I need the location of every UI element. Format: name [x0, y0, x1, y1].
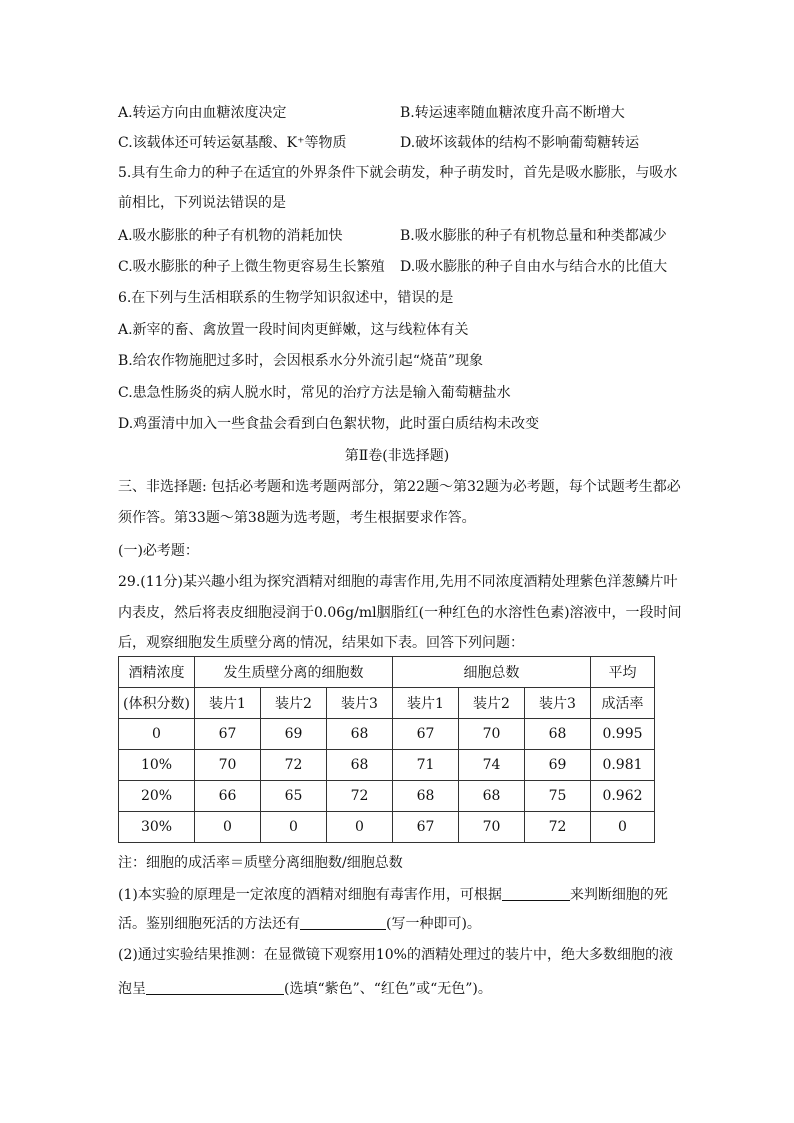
- sub2-text-a: 泡呈: [118, 981, 146, 997]
- table-row: [119, 750, 655, 781]
- section2-title: 第Ⅱ卷(非选择题): [344, 448, 450, 464]
- answer-blank-1[interactable]: [502, 886, 570, 901]
- table-note: 注：细胞的成活率＝质壁分离细胞数/细胞总数: [118, 855, 403, 871]
- table-cell: 0.995: [591, 719, 655, 750]
- header-slide: 装片3: [327, 688, 393, 719]
- q5-option-row-cd: [118, 257, 668, 277]
- sub2-line2: [118, 979, 492, 999]
- q5-stem-line1: 5.具有生命力的种子在适宜的外界条件下就会萌发，种子萌发时，首先是吸水膨胀，与吸水: [118, 165, 678, 181]
- answer-blank-3[interactable]: [146, 980, 284, 995]
- table-cell: 0.981: [591, 750, 655, 781]
- q29-line2: 内表皮，然后将表皮细胞浸润于0.06g/ml胭脂红(一种红色的水溶性色素)溶液中，一段时间: [118, 605, 682, 621]
- table-cell: 72: [525, 812, 591, 843]
- table-cell: 30%: [119, 812, 195, 843]
- sub1-line1: [118, 885, 668, 905]
- table-cell: 71: [393, 750, 459, 781]
- sub1-line2: [118, 914, 481, 934]
- table-cell: 0: [119, 719, 195, 750]
- q4-option-row-ab: [118, 103, 625, 123]
- sub1-text-c: 活。鉴别细胞死活的方法还有: [118, 916, 300, 932]
- table-row: [119, 719, 655, 750]
- results-table: [118, 656, 655, 843]
- q6-option-c: C.患急性肠炎的病人脱水时，常见的治疗方法是输入葡萄糖盐水: [118, 385, 511, 401]
- table-cell: 65: [261, 781, 327, 812]
- q5-stem-line2: 前相比，下列说法错误的是: [118, 195, 286, 211]
- table-cell: 70: [195, 750, 261, 781]
- section3-line1: 三、非选择题: 包括必考题和选考题两部分，第22题～第32题为必考题，每个试题考生都必: [118, 479, 681, 495]
- table-row: [119, 812, 655, 843]
- header-average: 平均: [591, 657, 655, 688]
- table-cell: 0.962: [591, 781, 655, 812]
- table-header-row-1: [119, 657, 655, 688]
- header-total-cells: 细胞总数: [393, 657, 591, 688]
- header-slide: 装片2: [261, 688, 327, 719]
- sub2-line1: (2)通过实验结果推测：在显微镜下观察用10%的酒精处理过的装片中，绝大多数细胞的液: [118, 947, 673, 963]
- sub1-text-b: 来判断细胞的死: [569, 887, 668, 903]
- table-cell: 72: [261, 750, 327, 781]
- answer-blank-2[interactable]: [300, 915, 386, 930]
- header-slide: 装片1: [393, 688, 459, 719]
- table-cell: 0: [327, 812, 393, 843]
- q6-option-a: A.新宰的畜、禽放置一段时间肉更鲜嫩，这与线粒体有关: [118, 322, 469, 338]
- table-cell: 68: [525, 719, 591, 750]
- q4-option-c: C.该载体还可转运氨基酸、K⁺等物质: [118, 135, 347, 151]
- table-header-row-2: [119, 688, 655, 719]
- table-cell: 66: [195, 781, 261, 812]
- table-cell: 72: [327, 781, 393, 812]
- q5-option-a: A.吸水膨胀的种子有机物的消耗加快: [118, 228, 343, 244]
- table-cell: 68: [459, 781, 525, 812]
- table-cell: 0: [591, 812, 655, 843]
- table-cell: 69: [525, 750, 591, 781]
- table-cell: 10%: [119, 750, 195, 781]
- table-cell: 69: [261, 719, 327, 750]
- q4-option-a: A.转运方向由血糖浓度决定: [118, 105, 287, 121]
- q5-option-b: B.吸水膨胀的种子有机物总量和种类都减少: [400, 228, 667, 244]
- sub1-text-d: (写一种即可)。: [386, 916, 481, 932]
- header-plasmolysis-count: 发生质壁分离的细胞数: [195, 657, 393, 688]
- table-cell: 67: [393, 719, 459, 750]
- table-cell: 0: [261, 812, 327, 843]
- q4-option-d: D.破坏该载体的结构不影响葡萄糖转运: [400, 135, 640, 151]
- table-cell: 75: [525, 781, 591, 812]
- table-cell: 67: [195, 719, 261, 750]
- q6-option-d: D.鸡蛋清中加入一些食盐会看到白色絮状物，此时蛋白质结构未改变: [118, 416, 540, 432]
- q4-option-b: B.转运速率随血糖浓度升高不断增大: [400, 105, 625, 121]
- required-questions-heading: (一)必考题：: [118, 543, 199, 559]
- header-slide: 装片2: [459, 688, 525, 719]
- q5-option-d: D.吸水膨胀的种子自由水与结合水的比值大: [400, 259, 668, 275]
- header-alcohol-concentration: 酒精浓度: [119, 657, 195, 688]
- table-cell: 70: [459, 719, 525, 750]
- table-cell: 68: [327, 719, 393, 750]
- q4-option-row-cd: [118, 133, 640, 153]
- section3-line2: 须作答。第33题～第38题为选考题，考生根据要求作答。: [118, 510, 476, 526]
- header-slide: 装片1: [195, 688, 261, 719]
- q6-stem: 6.在下列与生活相联系的生物学知识叙述中，错误的是: [118, 290, 454, 306]
- table-cell: 70: [459, 812, 525, 843]
- header-volume-fraction: (体积分数): [119, 688, 195, 719]
- table-cell: 74: [459, 750, 525, 781]
- table-cell: 0: [195, 812, 261, 843]
- table-cell: 20%: [119, 781, 195, 812]
- q29-line1: 29.(11分)某兴趣小组为探究酒精对细胞的毒害作用,先用不同浓度酒精处理紫色洋葱鳞片叶: [118, 574, 678, 590]
- q5-option-row-ab: [118, 226, 667, 246]
- q29-line3: 后，观察细胞发生质壁分离的情况，结果如下表。回答下列问题：: [118, 635, 524, 651]
- table-cell: 68: [327, 750, 393, 781]
- sub2-text-b: (选填“紫色”、“红色”或“无色”)。: [284, 981, 492, 997]
- sub1-text-a: (1)本实验的原理是一定浓度的酒精对细胞有毒害作用，可根据: [118, 887, 502, 903]
- q6-option-b: B.给农作物施肥过多时，会因根系水分外流引起“烧苗”现象: [118, 353, 484, 369]
- q5-option-c: C.吸水膨胀的种子上微生物更容易生长繁殖: [118, 259, 385, 275]
- table-cell: 68: [393, 781, 459, 812]
- table-cell: 67: [393, 812, 459, 843]
- header-survival-rate: 成活率: [591, 688, 655, 719]
- table-row: [119, 781, 655, 812]
- header-slide: 装片3: [525, 688, 591, 719]
